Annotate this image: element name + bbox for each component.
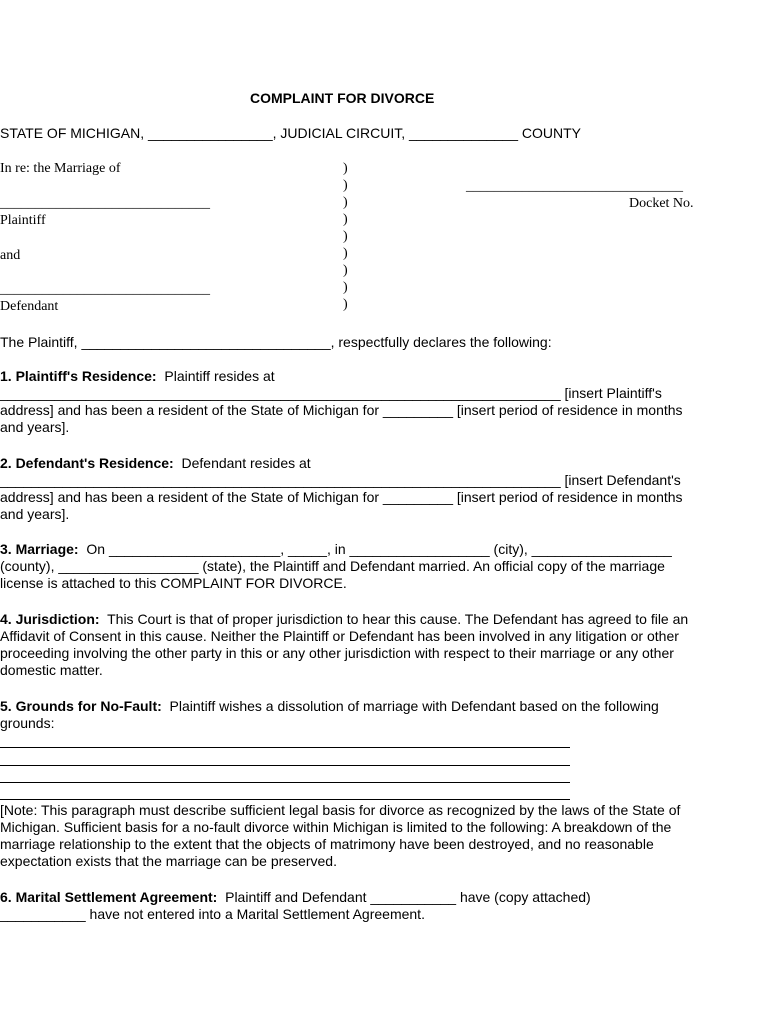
section-heading: 4. Jurisdiction: (0, 611, 100, 627)
caption-paren: ) (343, 263, 348, 278)
caption-paren: ) (343, 246, 348, 261)
section-heading: 1. Plaintiff's Residence: (0, 368, 157, 384)
defendant-label: Defendant (0, 299, 59, 314)
and-label: and (0, 248, 21, 263)
grounds-blank-line[interactable] (0, 782, 570, 783)
section-text[interactable]: Defendant resides at ________________________________________________________________________ [insert Defendant's address] and has been a resident of the State of Michigan for _________ [insert period of residence in months and years]. (0, 455, 683, 522)
caption-paren: ) (343, 161, 348, 176)
section-text[interactable]: Plaintiff and Defendant ___________ have (copy attached) ___________ have not entered into a Marital Settlement Agreement. (0, 889, 591, 922)
section-heading: 5. Grounds for No-Fault: (0, 698, 162, 714)
defendant-name-blank[interactable]: ______________________________ (0, 282, 210, 297)
caption-paren: ) (343, 178, 348, 193)
grounds-blank-line[interactable] (0, 765, 570, 766)
caption-paren: ) (343, 212, 348, 227)
section-marital-settlement (0, 889, 660, 923)
grounds-note: [Note: This paragraph must describe sufficient legal basis for divorce as recognized by the laws of the State of Michigan. Sufficient basis for a no-fault divorce within Michigan is limited to the following: A breakdown of the marriage relationship to the extent that the objects of matrimony have been destroyed, and no reasonable expectation exists that the marriage can be preserved. (0, 802, 681, 869)
document-title: COMPLAINT FOR DIVORCE (250, 90, 435, 106)
section-grounds-no-fault (0, 698, 700, 732)
grounds-blank-line[interactable] (0, 799, 570, 800)
caption-paren: ) (343, 229, 348, 244)
section-heading: 2. Defendant's Residence: (0, 455, 174, 471)
caption-paren: ) (343, 297, 348, 312)
docket-number-label: Docket No. (629, 196, 694, 211)
state-circuit-county-line[interactable]: STATE OF MICHIGAN, ________________, JUDICIAL CIRCUIT, ______________ COUNTY (0, 125, 582, 141)
section-jurisdiction (0, 611, 705, 679)
section-heading: 3. Marriage: (0, 541, 79, 557)
section-heading: 6. Marital Settlement Agreement: (0, 889, 218, 905)
docket-number-blank[interactable]: _______________________________ (466, 179, 683, 194)
caption-paren: ) (343, 280, 348, 295)
section-text[interactable]: On ______________________, _____, in __________________ (city), __________________ (county), __________________ (state), the Plaintiff and Defendant married. An official copy of the marriage license is attached to this COMPLAINT FOR DIVORCE. (0, 541, 672, 591)
plaintiff-name-blank[interactable]: ______________________________ (0, 196, 210, 211)
section-text: Plaintiff wishes a dissolution of marriage with Defendant based on the following grounds: (0, 698, 659, 731)
section-marriage (0, 541, 690, 592)
caption-paren: ) (343, 195, 348, 210)
section-text: This Court is that of proper jurisdiction to hear this cause. The Defendant has agreed to file an Affidavit of Consent in this cause. Neither the Plaintiff or Defendant has been involved in any litigation or other proceeding involving the other party in this or any other jurisdiction with respect to their marriage or any other domestic matter. (0, 611, 689, 678)
section-text[interactable]: Plaintiff resides at ________________________________________________________________________ [insert Plaintiff's address] and has been a resident of the State of Michigan for _________ [insert period of residence in months and years]. (0, 368, 683, 435)
grounds-blank-line[interactable] (0, 747, 570, 748)
intro-paragraph[interactable]: The Plaintiff, ________________________________, respectfully declares the following: (0, 334, 552, 350)
section-defendant-residence (0, 455, 700, 523)
section-plaintiff-residence (0, 368, 700, 436)
plaintiff-label: Plaintiff (0, 213, 46, 228)
in-re-label: In re: the Marriage of (0, 161, 121, 176)
